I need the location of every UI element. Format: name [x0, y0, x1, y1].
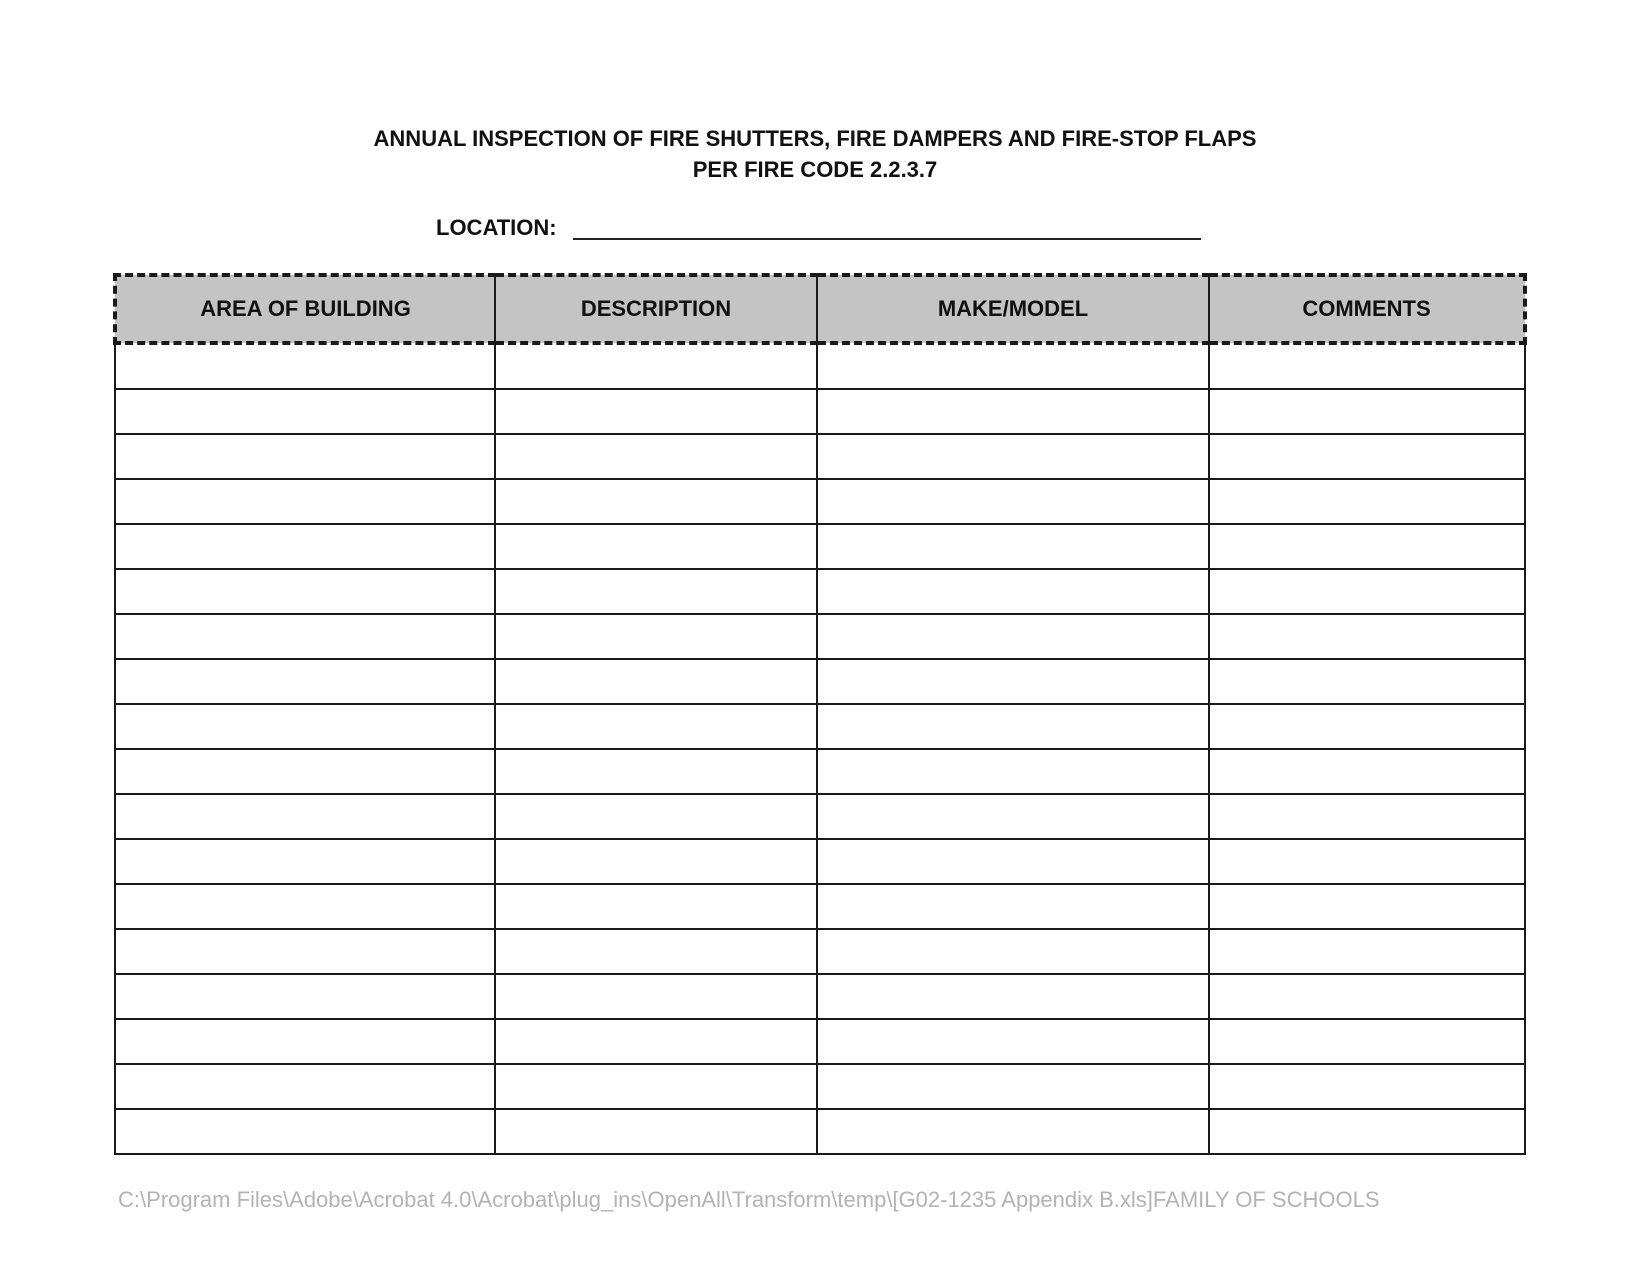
table-cell[interactable]: [495, 749, 817, 794]
table-row: [115, 524, 1525, 569]
table-row: [115, 929, 1525, 974]
table-cell[interactable]: [115, 839, 495, 884]
column-header-area: AREA OF BUILDING: [115, 275, 495, 343]
table-cell[interactable]: [817, 479, 1209, 524]
table-cell[interactable]: [495, 343, 817, 389]
table-cell[interactable]: [1209, 343, 1525, 389]
column-header-description: DESCRIPTION: [495, 275, 817, 343]
table-cell[interactable]: [1209, 704, 1525, 749]
table-row: [115, 749, 1525, 794]
location-field[interactable]: [573, 214, 1201, 240]
table-cell[interactable]: [1209, 524, 1525, 569]
table-cell[interactable]: [495, 479, 817, 524]
table-cell[interactable]: [1209, 434, 1525, 479]
table-row: [115, 1109, 1525, 1154]
table-cell[interactable]: [495, 434, 817, 479]
table-cell[interactable]: [495, 569, 817, 614]
table-cell[interactable]: [115, 479, 495, 524]
table-cell[interactable]: [817, 614, 1209, 659]
document-title: [0, 123, 1650, 185]
table-cell[interactable]: [1209, 659, 1525, 704]
table-row: [115, 569, 1525, 614]
table-cell[interactable]: [1209, 1019, 1525, 1064]
table-cell[interactable]: [1209, 929, 1525, 974]
table-cell[interactable]: [817, 794, 1209, 839]
table-cell[interactable]: [817, 1019, 1209, 1064]
table-cell[interactable]: [1209, 839, 1525, 884]
title-line-1: ANNUAL INSPECTION OF FIRE SHUTTERS, FIRE DAMPERS AND FIRE-STOP FLAPS: [373, 126, 1257, 151]
table-body: [115, 343, 1525, 1154]
table-row: [115, 659, 1525, 704]
table-row: [115, 974, 1525, 1019]
table-cell[interactable]: [817, 434, 1209, 479]
table-cell[interactable]: [115, 1109, 495, 1154]
table-cell[interactable]: [495, 1064, 817, 1109]
table-header-row: [115, 275, 1525, 343]
table-row: [115, 1019, 1525, 1064]
table-cell[interactable]: [817, 1064, 1209, 1109]
table-cell[interactable]: [495, 659, 817, 704]
table-cell[interactable]: [1209, 884, 1525, 929]
location-row: [436, 214, 1201, 242]
table-cell[interactable]: [1209, 389, 1525, 434]
table-cell[interactable]: [115, 704, 495, 749]
table-cell[interactable]: [1209, 794, 1525, 839]
table-row: [115, 884, 1525, 929]
table-cell[interactable]: [495, 614, 817, 659]
table-cell[interactable]: [1209, 974, 1525, 1019]
table-cell[interactable]: [115, 929, 495, 974]
table-cell[interactable]: [495, 1019, 817, 1064]
table-cell[interactable]: [115, 389, 495, 434]
table-cell[interactable]: [817, 974, 1209, 1019]
table-row: [115, 614, 1525, 659]
table-row: [115, 839, 1525, 884]
table-row: [115, 1064, 1525, 1109]
table-cell[interactable]: [115, 794, 495, 839]
table-cell[interactable]: [115, 343, 495, 389]
table-cell[interactable]: [1209, 614, 1525, 659]
table-cell[interactable]: [817, 704, 1209, 749]
table-cell[interactable]: [817, 929, 1209, 974]
table-cell[interactable]: [495, 524, 817, 569]
column-header-comments: COMMENTS: [1209, 275, 1525, 343]
table-cell[interactable]: [817, 569, 1209, 614]
title-line-2: PER FIRE CODE 2.2.3.7: [692, 157, 938, 182]
table-cell[interactable]: [1209, 749, 1525, 794]
table-cell[interactable]: [115, 434, 495, 479]
table-row: [115, 389, 1525, 434]
table-cell[interactable]: [495, 1109, 817, 1154]
table-cell[interactable]: [817, 659, 1209, 704]
table-cell[interactable]: [817, 884, 1209, 929]
table-row: [115, 794, 1525, 839]
table-cell[interactable]: [817, 389, 1209, 434]
table-cell[interactable]: [495, 839, 817, 884]
table-cell[interactable]: [817, 839, 1209, 884]
table-cell[interactable]: [1209, 569, 1525, 614]
table-cell[interactable]: [817, 1109, 1209, 1154]
table-row: [115, 704, 1525, 749]
table-row: [115, 479, 1525, 524]
table-cell[interactable]: [1209, 1109, 1525, 1154]
table-cell[interactable]: [115, 659, 495, 704]
table-cell[interactable]: [115, 1019, 495, 1064]
table-cell[interactable]: [115, 614, 495, 659]
table-cell[interactable]: [817, 524, 1209, 569]
table-row: [115, 434, 1525, 479]
table-cell[interactable]: [817, 749, 1209, 794]
table-cell[interactable]: [1209, 479, 1525, 524]
table-cell[interactable]: [495, 974, 817, 1019]
table-cell[interactable]: [115, 1064, 495, 1109]
table-row: [115, 343, 1525, 389]
table-cell[interactable]: [115, 974, 495, 1019]
table-cell[interactable]: [495, 794, 817, 839]
inspection-table: [113, 273, 1527, 1155]
table-cell[interactable]: [495, 389, 817, 434]
table-cell[interactable]: [495, 884, 817, 929]
table-cell[interactable]: [817, 343, 1209, 389]
table-cell[interactable]: [495, 704, 817, 749]
table-cell[interactable]: [115, 749, 495, 794]
location-label: LOCATION:: [436, 215, 557, 240]
column-header-make-model: MAKE/MODEL: [817, 275, 1209, 343]
table-cell[interactable]: [115, 569, 495, 614]
table-cell[interactable]: [115, 884, 495, 929]
table-cell[interactable]: [495, 929, 817, 974]
table-cell[interactable]: [1209, 1064, 1525, 1109]
table-cell[interactable]: [115, 524, 495, 569]
file-path-footer: C:\Program Files\Adobe\Acrobat 4.0\Acrobat\plug_ins\OpenAll\Transform\temp\[G02-1235 Appendix B.xls]FAMILY OF SCHOOLS: [118, 1187, 1380, 1212]
